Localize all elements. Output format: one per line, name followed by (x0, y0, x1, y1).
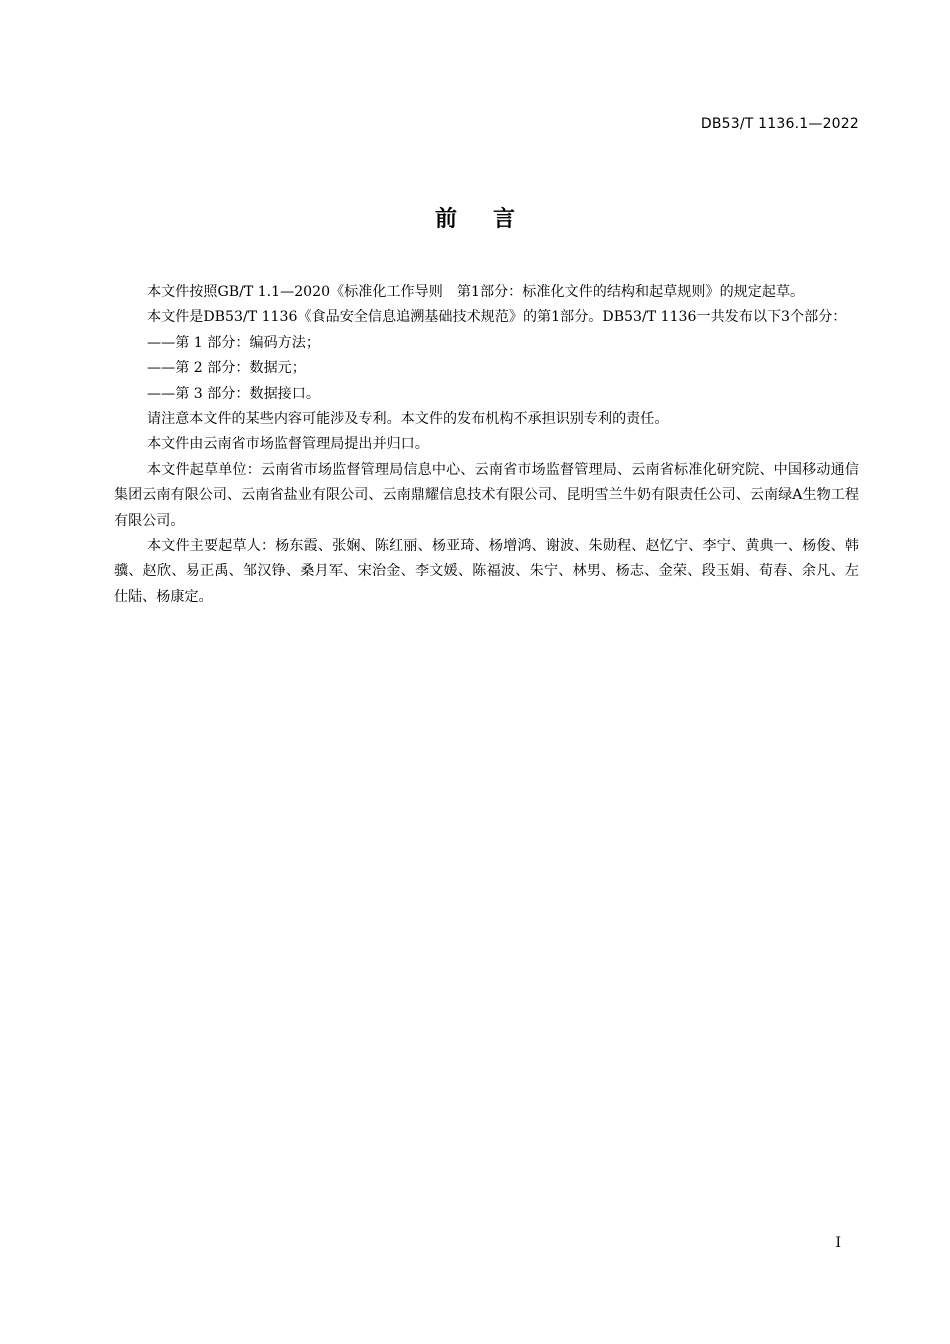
paragraph-drafting-rules: 本文件按照GB/T 1.1—2020《标准化工作导则 第1部分：标准化文件的结构和起草规则》的规定起草。 (147, 284, 805, 300)
document-code: DB53/T 1136.1—2022 (700, 116, 859, 132)
paragraph-drafting-units: 本文件起草单位：云南省市场监督管理局信息中心、云南省市场监督管理局、云南省标准化研究院、中国移动通信集团云南有限公司、云南省盐业有限公司、云南鼎耀信息技术有限公司、昆明雪兰牛奶有限责任公司、云南绿A生物工程有限公司。 (114, 461, 859, 529)
page-number: I (835, 1235, 841, 1251)
paragraph-document-parts: 本文件是DB53/T 1136《食品安全信息追溯基础技术规范》的第1部分。DB53/T 1136一共发布以下3个部分： (147, 309, 847, 326)
list-item-part-2: ——第 2 部分：数据元； (147, 360, 306, 377)
paragraph-patent-notice: 请注意本文件的某些内容可能涉及专利。本文件的发布机构不承担识别专利的责任。 (147, 411, 669, 428)
list-item-part-3: ——第 3 部分：数据接口。 (147, 385, 320, 402)
page-title: 前言 (434, 207, 551, 232)
paragraph-proposer: 本文件由云南省市场监督管理局提出并归口。 (147, 436, 429, 453)
list-item-part-1: ——第 1 部分：编码方法； (147, 334, 320, 351)
paragraph-drafters: 本文件主要起草人：杨东霞、张娴、陈红丽、杨亚琦、杨增鸿、谢波、朱勋程、赵忆宁、李宁、黄典一、杨俊、韩骥、赵欣、易正禹、邹汉铮、桑月军、宋治金、李文媛、陈福波、朱宁、林男、杨志、金荣、段玉娟、荀春、余凡、左仕陆、杨康定。 (114, 538, 859, 605)
foreword-body (114, 280, 859, 610)
